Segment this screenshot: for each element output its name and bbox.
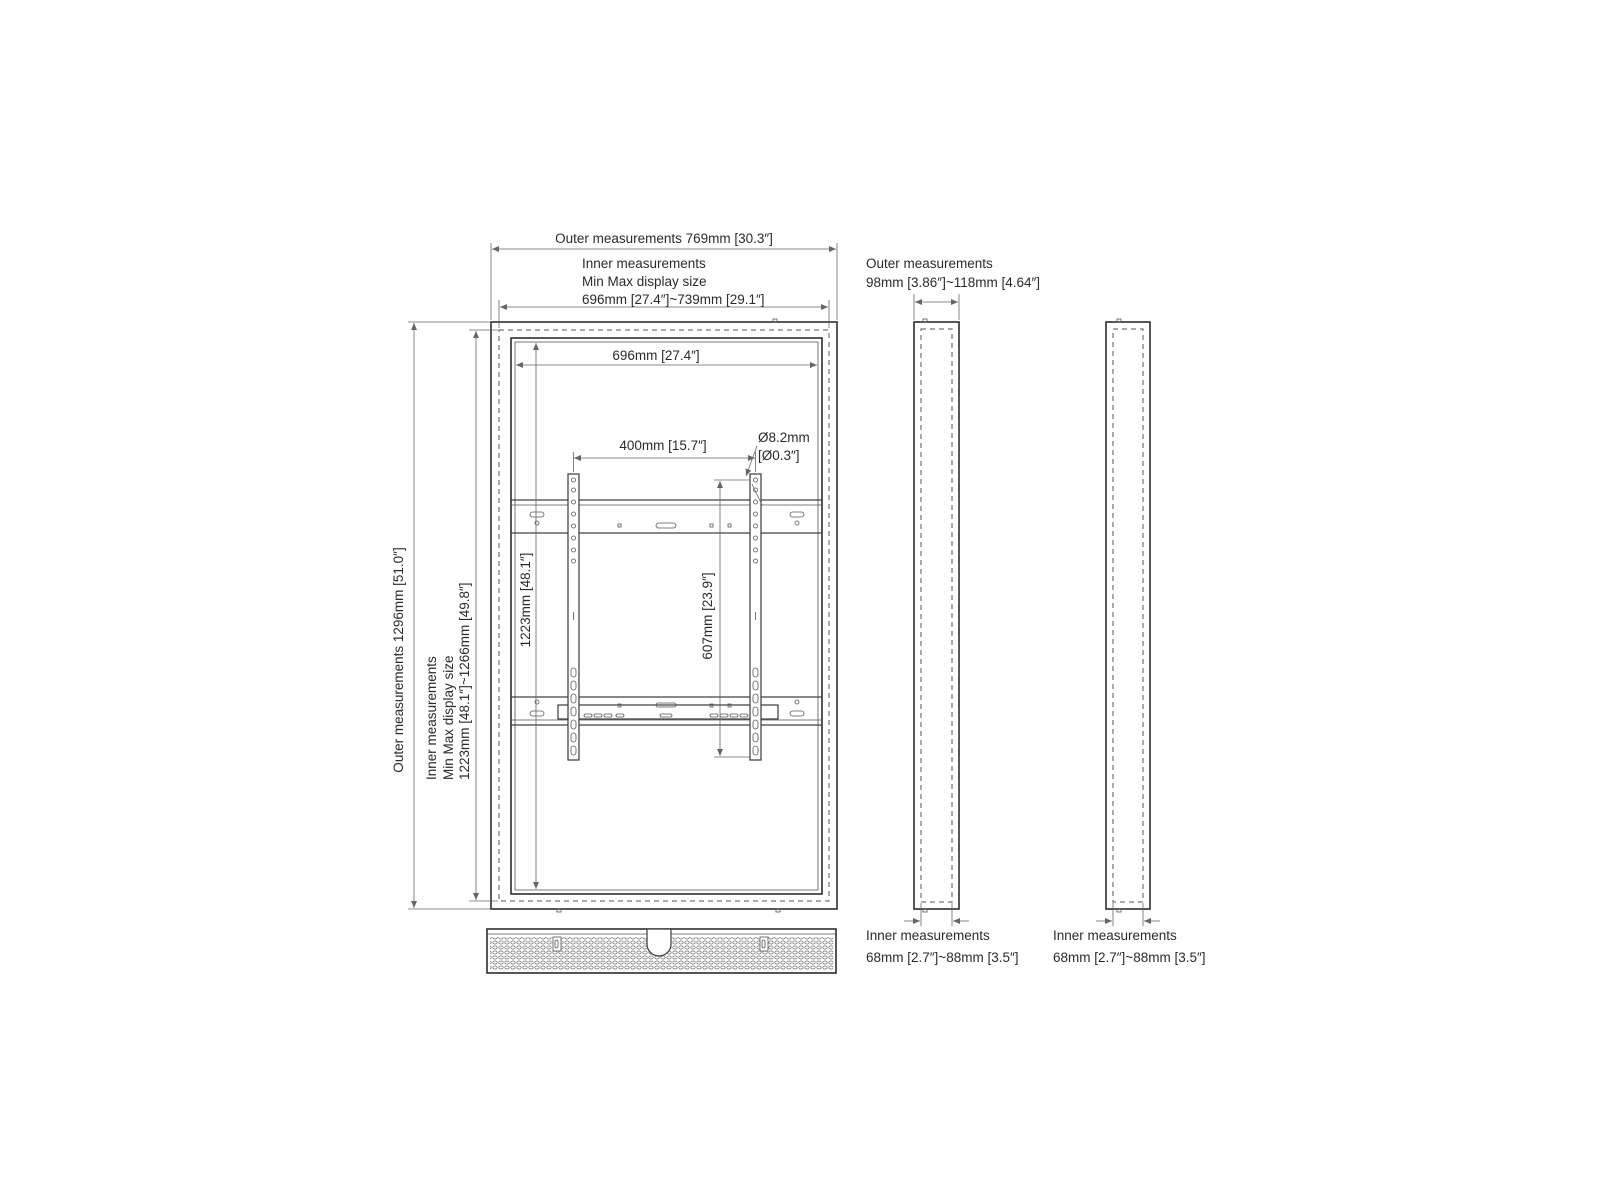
side1-inner-label-1: Inner measurements	[866, 928, 990, 943]
bottom-view	[487, 929, 836, 973]
inner-width-label-3: 696mm [27.4″]~739mm [29.1″]	[582, 292, 765, 307]
side1-outer-label-2: 98mm [3.86″]~118mm [4.64″]	[866, 275, 1041, 290]
side1-inner-label-2: 68mm [2.7″]~88mm [3.5″]	[866, 950, 1019, 965]
side-view-2	[1053, 319, 1206, 965]
side2-inner-label-2: 68mm [2.7″]~88mm [3.5″]	[1053, 950, 1206, 965]
right-vesa-bracket	[750, 474, 761, 760]
dim-vesa-400	[574, 438, 756, 472]
height-1223-label: 1223mm [48.1″]	[518, 552, 533, 648]
left-vesa-bracket	[568, 474, 579, 760]
side2-inner-label-1: Inner measurements	[1053, 928, 1177, 943]
vesa-607-label: 607mm [23.9″]	[700, 572, 715, 660]
side-view-1	[866, 256, 1040, 965]
display-opening	[511, 338, 822, 894]
dim-1223	[518, 343, 536, 889]
lower-rail	[511, 697, 822, 725]
inner-width-label-2: Min Max display size	[582, 274, 707, 289]
dim-inner-width	[499, 256, 829, 328]
inner-width-label-1: Inner measurements	[582, 256, 706, 271]
vesa-400-label: 400mm [15.7″]	[619, 438, 707, 453]
outer-height-label: Outer measurements 1296mm [51.0″]	[391, 547, 406, 773]
inner-height-label-2: Min Max display size	[441, 655, 456, 780]
dim-outer-height	[391, 322, 490, 909]
upper-rail	[511, 500, 822, 533]
hole-diameter-label-1: Ø8.2mm	[758, 430, 810, 445]
display-opening-inner	[515, 342, 818, 890]
dim-vesa-607	[700, 480, 750, 757]
side1-outer-label-1: Outer measurements	[866, 256, 993, 271]
width-696-label: 696mm [27.4″]	[612, 348, 700, 363]
inner-height-label-3: 1223mm [48.1″]~1266mm [49.8″]	[457, 582, 472, 780]
front-view	[391, 231, 837, 912]
dim-inner-height	[424, 330, 498, 901]
hole-diameter-label-2: [Ø0.3″]	[758, 448, 800, 463]
outer-frame	[491, 322, 837, 909]
dim-696	[516, 348, 817, 365]
inner-height-label-1: Inner measurements	[424, 656, 439, 780]
dashed-inner-outline	[499, 330, 829, 901]
outer-width-label: Outer measurements 769mm [30.3″]	[555, 231, 773, 246]
